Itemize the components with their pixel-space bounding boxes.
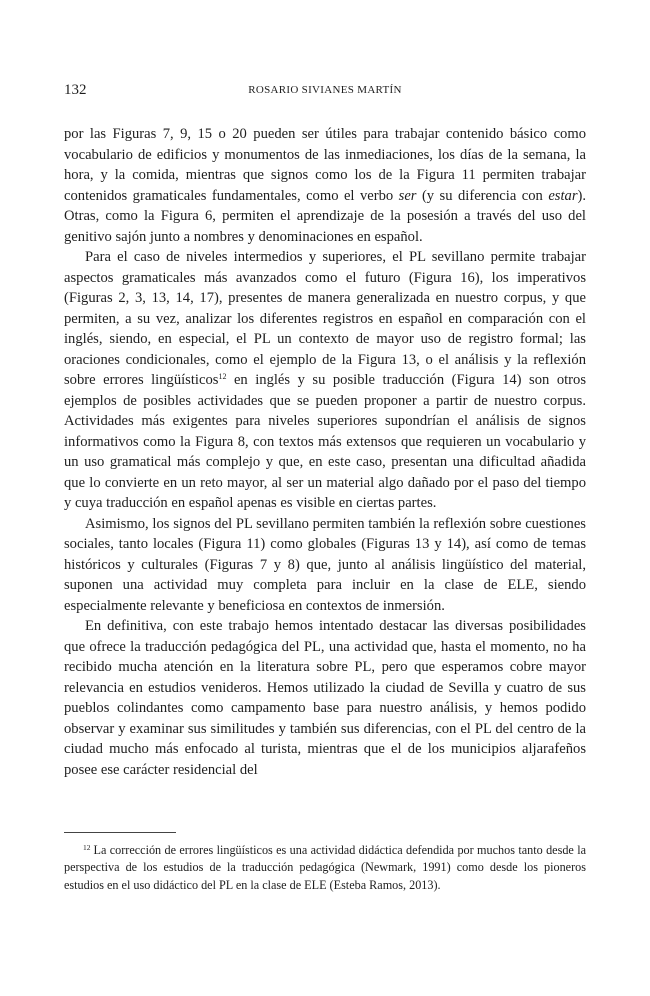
paragraph-2-text-a: Para el caso de niveles intermedios y superiores, el PL sevillano permite trabajar aspectos gramaticales más avanzados como el futuro (Figura 16), los imperativos (Figuras 2, 3, 13, 14, 17), presentes de manera generalizada en nuestro corpus, y que permiten, a su vez, analizar los diferentes registros en español en comparación con el inglés, siendo, en especial, el PL un contexto de mayor uso de registro formal; las oraciones condicionales, como el ejemplo de la Figura 13, o el análisis y la reflexión sobre errores lingüísticos	[64, 249, 586, 388]
paragraph-1-text-b: (y su diferencia con	[416, 187, 549, 204]
page-header	[64, 80, 586, 100]
paragraph-2	[64, 247, 586, 514]
paragraph-2-text-b: en inglés y su posible traducción (Figura 14) son otros ejemplos de posibles actividades que se pueden proponer a partir de nuestro corpus. Actividades más exigentes para niveles superiores supondrían el análisis de signos informativos como la Figura 8, con textos más extensos que requieren un vocabulario y un uso gramatical más complejo y que, en este caso, presentan una dificultad añadida que lo convierte en un reto mayor, al ser un material algo dañado por el paso del tiempo y cuya traducción en español apenas es visible en ciertas partes.	[64, 372, 587, 511]
paragraph-1-text-c: ). Otras, como la Figura 6, permiten el aprendizaje de la posesión a través del uso del genitivo sajón junto a nombres y denominaciones en español.	[64, 187, 587, 245]
page-number: 132	[64, 82, 87, 98]
running-head: ROSARIO SIVIANES MARTÍN	[248, 84, 402, 96]
footnote-divider	[64, 832, 176, 833]
footnote-text: La corrección de errores lingüísticos es una actividad didáctica defendida por muchos tanto desde la perspectiva de los estudios de la traducción pedagógica (Newmark, 1991) como desde los pioneros estudios en el uso didáctico del PL en la clase de ELE (Esteba Ramos, 2013).	[64, 843, 586, 892]
paragraph-4: En definitiva, con este trabajo hemos intentado destacar las diversas posibilidades que ofrece la traducción pedagógica del PL, una actividad que, hasta el momento, no ha recibido mucha atención en la literatura sobre PL, pero que esperamos cobre mayor relevancia en estudios venideros. Hemos utilizado la ciudad de Sevilla y cuatro de sus pueblos colindantes como campamento base para nuestro análisis, y hemos podido observar y examinar sus similitudes y también sus diferencias, con el PL del centro de la ciudad mucho más enfocado al turista, mientras que el de los municipios aljarafeños posee ese carácter residencial del	[64, 618, 586, 778]
italic-word-estar: estar	[548, 187, 578, 204]
paragraph-1	[64, 124, 586, 247]
body-text	[64, 124, 586, 780]
paragraph-1-text-a: por las Figuras 7, 9, 15 o 20 pueden ser útiles para trabajar contenido básico como vocabulario de edificios y monumentos de las inmediaciones, los días de la semana, la hora, y la comida, mientras que signos como los de la Figura 11 permiten trabajar contenidos gramaticales fundamentales, como el verbo	[64, 126, 586, 204]
footnote-reference[interactable]: 12	[218, 372, 227, 381]
italic-word-ser: ser	[398, 187, 417, 204]
footnote	[64, 842, 586, 894]
paragraph-3: Asimismo, los signos del PL sevillano permiten también la reflexión sobre cuestiones sociales, tanto locales (Figura 11) como globales (Figuras 13 y 14), así como de temas históricos y culturales (Figuras 7 y 8) que, junto al análisis lingüístico del material, suponen una actividad muy completa para incluir en la clase de ELE, siendo especialmente relevante y beneficiosa en contextos de inmersión.	[64, 515, 586, 614]
footnote-number: 12	[83, 843, 91, 852]
